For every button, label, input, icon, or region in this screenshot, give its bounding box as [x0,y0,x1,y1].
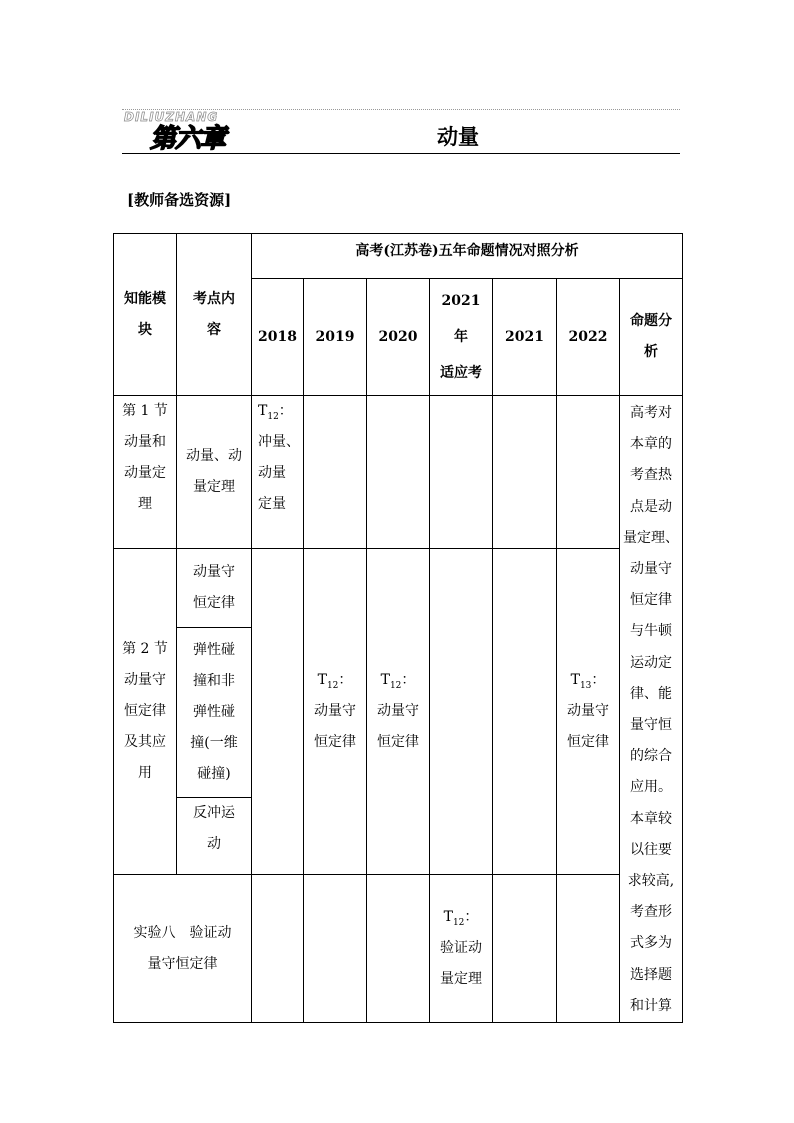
chapter-pinyin: DILIUZHANG [124,110,219,124]
cell-2018-section-1: $T_{12}$： 冲量、 动量 定量 [252,396,304,549]
cell-2020-section-2: $T_{12}$： 动量守 恒定律 [367,549,430,875]
resource-label: [教师备选资源] [127,191,232,209]
module-experiment-8: 实验八 验证动 量守恒定律 [114,875,252,1023]
cell-empty [557,875,620,1023]
point-momentum-theorem: 动量、动 量定理 [177,396,252,549]
analysis-text: 高考对 本章的 考查热 点是动 量定理、 动量守 恒定律 与牛顿 运动定 律、能 量守恒 的综合 应用。 本章较 以往要 求较高, 考查形 式多为 选择题 和计算 [620,396,683,1023]
point-collision: 弹性碰 撞和非 弹性碰 撞(一维 碰撞) [177,628,252,798]
table-title: 高考(江苏卷)五年命题情况对照分析 [252,234,683,279]
point-recoil: 反冲运 动 [177,798,252,875]
year-2018: 2018 [252,279,304,396]
header-analysis: 命题分 析 [620,279,683,396]
cell-empty [304,875,367,1023]
year-2020: 2020 [367,279,430,396]
chapter-label: 第六章 [150,124,226,154]
point-conservation: 动量守 恒定律 [177,549,252,628]
cell-empty [367,875,430,1023]
cell-empty [557,396,620,549]
cell-empty [252,549,304,875]
header-module: 知能模 块 [114,234,177,396]
year-2021-adapt: 2021 年 适应考 [430,279,493,396]
chapter-title: 动量 [437,124,479,149]
exam-analysis-table [113,233,683,1023]
year-2019: 2019 [304,279,367,396]
cell-2019-section-2: $T_{12}$： 动量守 恒定律 [304,549,367,875]
module-section-2: 第 2 节 动量守 恒定律 及其应 用 [114,549,177,875]
header-points: 考点内 容 [177,234,252,396]
cell-2021-adapt-experiment: $T_{12}$： 验证动 量定理 [430,875,493,1023]
year-2021: 2021 [493,279,557,396]
cell-empty [304,396,367,549]
cell-empty [493,396,557,549]
year-2022: 2022 [557,279,620,396]
cell-empty [367,396,430,549]
cell-empty [493,549,557,875]
module-section-1: 第 1 节 动量和 动量定 理 [114,396,177,549]
cell-empty [430,396,493,549]
header-rule [122,153,680,154]
cell-empty [493,875,557,1023]
cell-empty [430,549,493,875]
cell-2022-section-2: $T_{13}$： 动量守 恒定律 [557,549,620,875]
cell-empty [252,875,304,1023]
